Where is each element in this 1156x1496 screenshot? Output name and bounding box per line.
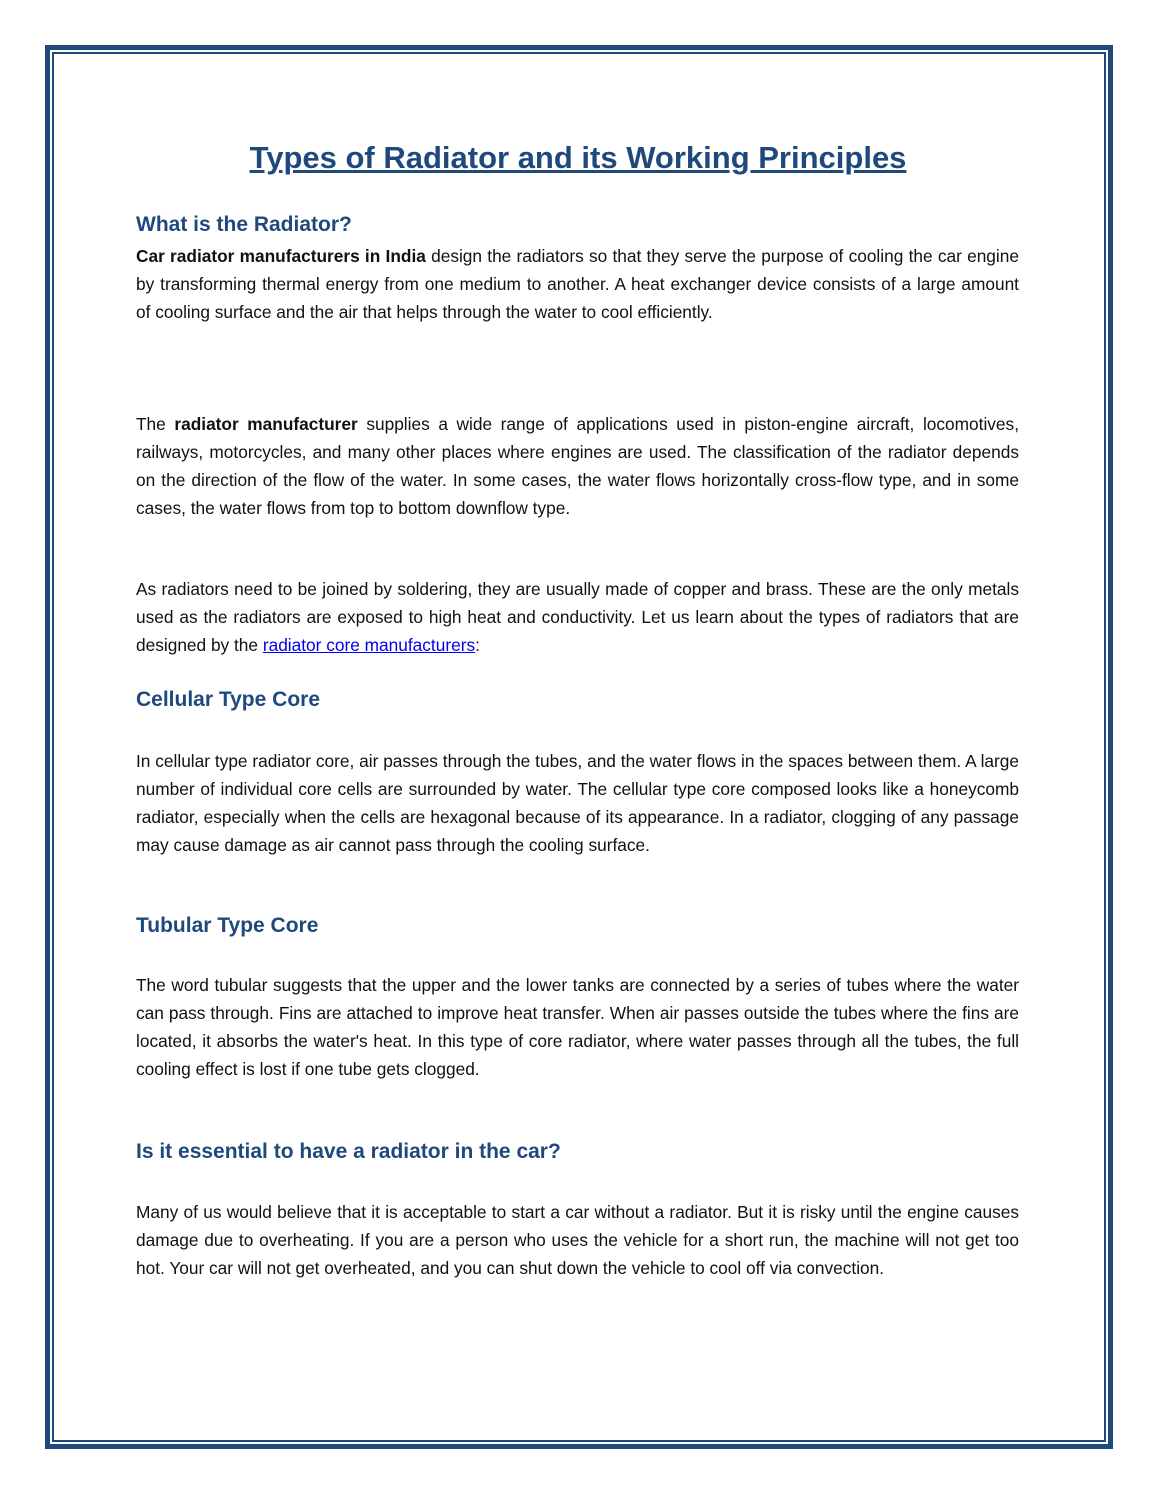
paragraph-text: design the radiators so that they serve the purpose of cooling the car engine by transforming thermal energy from one medium to another. A heat exchanger device consists of a large amount of cooling surface and the air that helps through the water to cool efficiently. [136,246,1019,322]
paragraph-text: As radiators need to be joined by soldering, they are usually made of copper and brass. These are the only metals used as the radiators are exposed to high heat and conductivity. Let us learn about the types of radiators that are designed by the [136,579,1019,655]
paragraph-essential: Many of us would believe that it is acceptable to start a car without a radiator. But it is risky until the engine causes damage due to overheating. If you are a person who uses the vehicle for a short run, the machine will not get too hot. Your car will not get overheated, and you can shut down the vehicle to cool off via convection. [136,1202,1019,1278]
paragraph-text: supplies a wide range of applications used in piston-engine aircraft, locomotives, railways, motorcycles, and many other places where engines are used. The classification of the radiator depends on the direction of the flow of the water. In some cases, the water flows horizontally cross-flow type, and in some cases, the water flows from top to bottom downflow type. [136,414,1019,518]
radiator-core-manufacturers-link[interactable]: radiator core manufacturers [262,635,476,655]
paragraph-tubular: The word tubular suggests that the upper and the lower tanks are connected by a series of tubes where the water can pass through. Fins are attached to improve heat transfer. When air passes outside the tubes where the fins are located, it absorbs the water's heat. In this type of core radiator, where water passes through all the tubes, the full cooling effect is lost if one tube gets clogged. [136,975,1019,1079]
heading-tubular-type-core: Tubular Type Core [136,914,319,937]
bold-phrase: radiator manufacturer [174,414,358,434]
paragraph-cellular: In cellular type radiator core, air passes through the tubes, and the water flows in the spaces between them. A large number of individual core cells are surrounded by water. The cellular type core composed looks like a honeycomb radiator, especially when the cells are hexagonal because of its appearance. In a radiator, clogging of any passage may cause damage as air cannot pass through the cooling surface. [136,751,1019,855]
document-title: Types of Radiator and its Working Principles [249,140,907,175]
bold-phrase: Car radiator manufacturers in India [136,246,426,266]
paragraph-text: The [136,414,175,434]
paragraph-applications [136,410,1019,522]
paragraph-text: : [475,635,480,655]
paragraph-materials [136,575,1019,659]
heading-cellular-type-core: Cellular Type Core [136,688,320,711]
heading-is-it-essential: Is it essential to have a radiator in the car? [136,1140,561,1163]
paragraph-intro [136,242,1019,326]
heading-what-is-radiator: What is the Radiator? [136,213,352,236]
